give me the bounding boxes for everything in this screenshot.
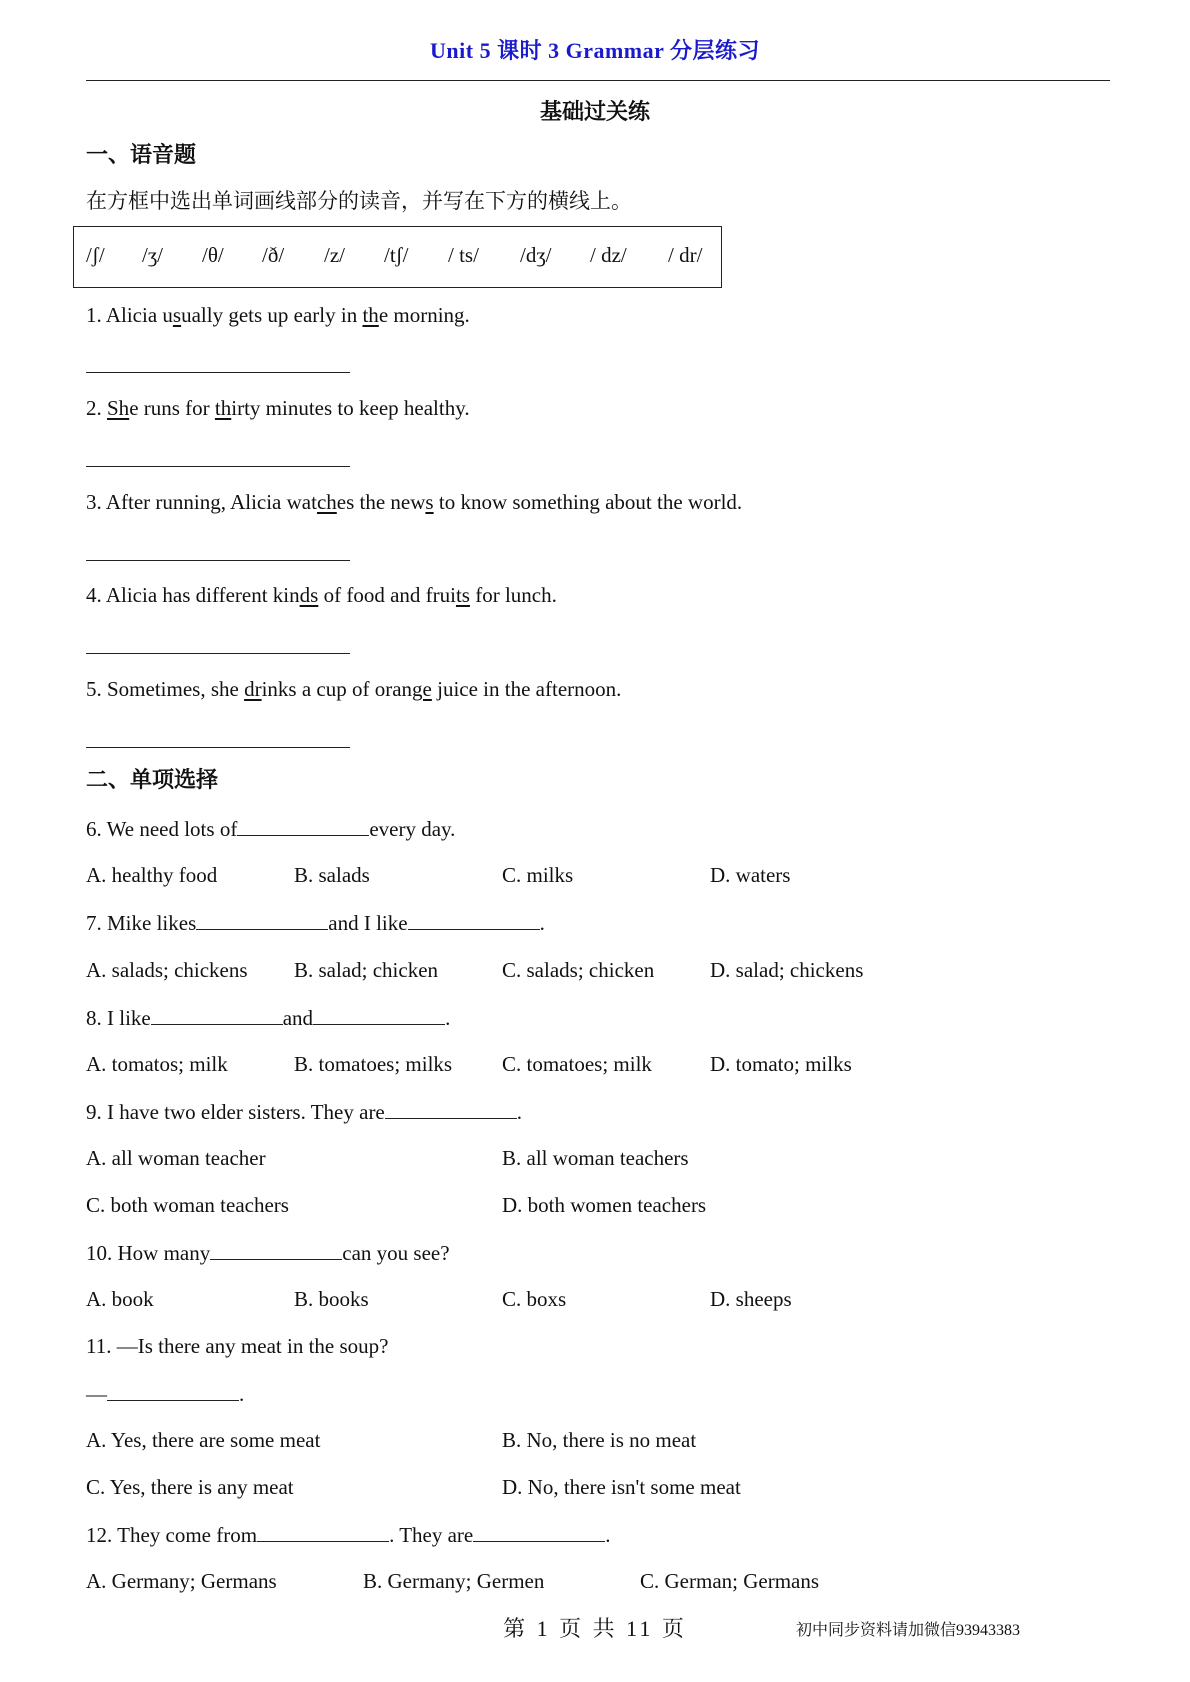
option-b[interactable]: B. salads	[294, 863, 370, 887]
option-a[interactable]: A. tomatos; milk	[86, 1052, 228, 1076]
text-segment: inks a cup of oran	[261, 677, 413, 701]
option-b[interactable]: B. salad; chicken	[294, 958, 439, 982]
stem-text: 10. How many	[86, 1241, 211, 1265]
header-rule	[86, 80, 1110, 81]
text-segment: irty minutes to keep healthy.	[231, 396, 470, 420]
text-segment: 1. Alicia u	[86, 303, 173, 327]
question-3	[86, 487, 742, 517]
underlined-segment: s	[172, 303, 182, 327]
stem-text: can you see?	[342, 1241, 450, 1265]
fill-blank[interactable]	[385, 1096, 517, 1119]
underlined-segment: dr	[244, 677, 262, 701]
underlined-segment: ts	[455, 583, 470, 607]
text-segment: 5. Sometimes, she	[86, 677, 245, 701]
underlined-segment: ch	[316, 490, 337, 514]
fill-blank[interactable]	[313, 1002, 445, 1025]
text-segment: 3. After running, Alicia wat	[86, 490, 317, 514]
stem-text: 12. They come from	[86, 1523, 258, 1547]
text-segment: for lunch.	[469, 583, 557, 607]
fill-blank[interactable]	[257, 1519, 389, 1542]
fill-blank[interactable]	[151, 1002, 283, 1025]
option-c[interactable]: C. Yes, there is any meat	[86, 1475, 294, 1499]
answer-line-4[interactable]	[86, 653, 350, 654]
question-12	[86, 1519, 610, 1550]
option-d[interactable]: D. No, there isn't some meat	[502, 1475, 741, 1499]
phonetic-symbol: / dz/	[590, 243, 627, 267]
question-9	[86, 1096, 522, 1127]
option-d[interactable]: D. waters	[710, 863, 791, 887]
option-b[interactable]: B. No, there is no meat	[502, 1428, 697, 1452]
option-d[interactable]: D. salad; chickens	[710, 958, 864, 982]
option-c[interactable]: C. German; Germans	[640, 1569, 820, 1593]
question-11-reply	[86, 1378, 244, 1409]
option-a[interactable]: A. salads; chickens	[86, 958, 248, 982]
option-a[interactable]: A. Germany; Germans	[86, 1569, 277, 1593]
phonetic-symbol: /dʒ/	[520, 243, 552, 267]
stem-text: and I like	[328, 911, 408, 935]
section1-instruction: 在方框中选出单词画线部分的读音，并写在下方的横线上。	[86, 189, 632, 213]
answer-line-5[interactable]	[86, 747, 350, 748]
option-d[interactable]: D. tomato; milks	[710, 1052, 852, 1076]
question-8	[86, 1002, 450, 1033]
phonetic-symbol: /tʃ/	[384, 243, 409, 267]
fill-blank[interactable]	[107, 1378, 239, 1401]
option-c[interactable]: C. tomatoes; milk	[502, 1052, 652, 1076]
stem-text: every day.	[369, 817, 456, 841]
text-segment: e runs for	[129, 396, 215, 420]
stem-text: 8. I like	[86, 1006, 151, 1030]
option-c[interactable]: C. both woman teachers	[86, 1193, 289, 1217]
underlined-segment: Sh	[107, 396, 130, 420]
question-4	[86, 580, 557, 610]
text-segment: es the new	[336, 490, 426, 514]
question-10	[86, 1237, 450, 1268]
option-a[interactable]: A. Yes, there are some meat	[86, 1428, 321, 1452]
answer-line-2[interactable]	[86, 466, 350, 467]
question-1	[86, 300, 470, 330]
underlined-segment: ds	[299, 583, 319, 607]
question-2	[86, 393, 470, 423]
option-a[interactable]: A. book	[86, 1287, 154, 1311]
stem-text: and	[282, 1006, 314, 1030]
stem-text: .	[239, 1382, 245, 1406]
stem-text: —	[86, 1382, 107, 1406]
question-5	[86, 674, 621, 704]
section1-heading: 一、语音题	[86, 142, 197, 167]
phonetic-symbol: /ʒ/	[142, 243, 163, 267]
section2-heading: 二、单项选择	[86, 767, 219, 792]
underlined-segment: th	[362, 303, 379, 327]
stem-text: .	[539, 911, 545, 935]
phonetic-box	[73, 226, 722, 288]
phonetic-symbol: / ts/	[448, 243, 479, 267]
option-c[interactable]: C. boxs	[502, 1287, 567, 1311]
phonetic-symbol: /z/	[324, 243, 345, 267]
option-d[interactable]: D. both women teachers	[502, 1193, 707, 1217]
text-segment: to know something about the world.	[433, 490, 743, 514]
fill-blank[interactable]	[237, 813, 369, 836]
stem-text: .	[445, 1006, 451, 1030]
phonetic-symbol: /ʃ/	[86, 243, 105, 267]
option-c[interactable]: C. salads; chicken	[502, 958, 655, 982]
option-d[interactable]: D. sheeps	[710, 1287, 792, 1311]
question-7	[86, 907, 545, 938]
page-subtitle: 基础过关练	[539, 99, 650, 124]
option-b[interactable]: B. tomatoes; milks	[294, 1052, 453, 1076]
stem-text: 9. I have two elder sisters. They are	[86, 1100, 385, 1124]
stem-text: . They are	[389, 1523, 474, 1547]
text-segment: of food and frui	[318, 583, 456, 607]
answer-line-1[interactable]	[86, 372, 350, 373]
fill-blank[interactable]	[196, 907, 328, 930]
option-a[interactable]: A. all woman teacher	[86, 1146, 266, 1170]
page-number: 第 1 页 共 11 页	[503, 1616, 687, 1641]
option-b[interactable]: B. books	[294, 1287, 369, 1311]
fill-blank[interactable]	[210, 1237, 342, 1260]
option-b[interactable]: B. Germany; Germen	[363, 1569, 545, 1593]
text-segment: juice in the afternoon.	[431, 677, 622, 701]
answer-line-3[interactable]	[86, 560, 350, 561]
text-segment: ually gets up early in	[181, 303, 363, 327]
phonetic-symbol: /ð/	[262, 243, 285, 267]
question-11: 11. —Is there any meat in the soup?	[86, 1334, 389, 1358]
underlined-segment: ge	[412, 677, 432, 701]
text-segment: e morning.	[378, 303, 470, 327]
stem-text: 6. We need lots of	[86, 817, 238, 841]
option-b[interactable]: B. all woman teachers	[502, 1146, 689, 1170]
stem-text: .	[516, 1100, 523, 1124]
footer-note: 初中同步资料请加微信93943383	[796, 1622, 1021, 1639]
option-a[interactable]: A. healthy food	[86, 863, 218, 887]
stem-text: .	[605, 1523, 611, 1547]
phonetic-symbol: /θ/	[202, 243, 224, 267]
option-c[interactable]: C. milks	[502, 863, 574, 887]
underlined-segment: th	[214, 396, 232, 420]
phonetic-symbol: / dr/	[668, 243, 703, 267]
fill-blank[interactable]	[408, 907, 540, 930]
stem-text: 7. Mike likes	[86, 911, 197, 935]
text-segment: 4. Alicia has different kin	[86, 583, 300, 607]
fill-blank[interactable]	[473, 1519, 605, 1542]
underlined-segment: s	[425, 490, 434, 514]
question-6	[86, 813, 455, 844]
text-segment: 2.	[86, 396, 107, 420]
page-title: Unit 5 课时 3 Grammar 分层练习	[430, 38, 760, 63]
